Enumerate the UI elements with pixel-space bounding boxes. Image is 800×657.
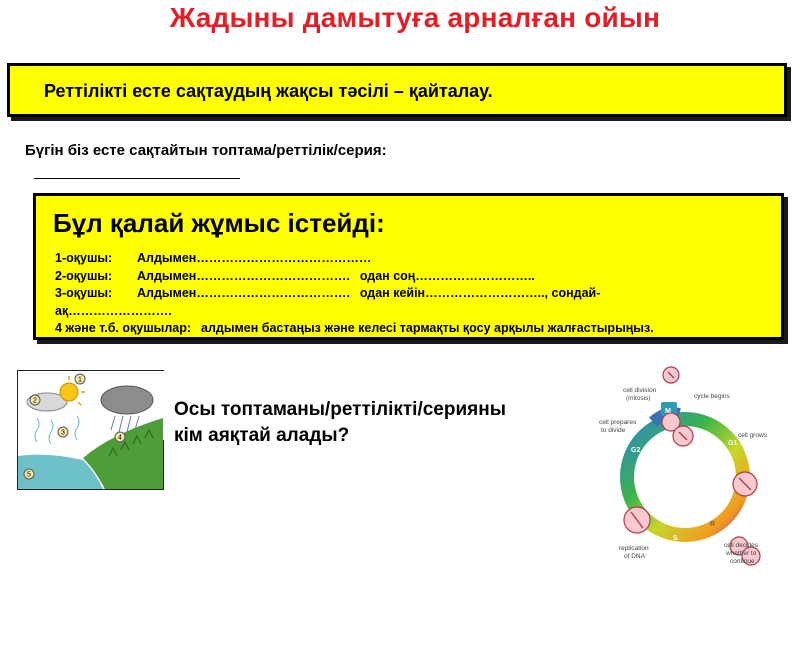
water-cycle-illustration: [17, 370, 164, 490]
phase-m: M: [665, 408, 671, 415]
step-1: [55, 250, 783, 268]
step-2: [55, 268, 783, 286]
step-label: 4 және т.б. оқушылар:: [55, 321, 192, 335]
label-to-divide: to divide: [601, 427, 626, 434]
step-3: [55, 285, 783, 303]
label-continue: continue: [730, 558, 755, 565]
phase-r: R: [710, 521, 716, 528]
step-text: ақ…………………….: [55, 303, 172, 318]
how-it-works-heading: Бұл қалай жұмыс істейді:: [53, 208, 385, 238]
how-it-works-box: [33, 193, 784, 340]
step-4: [55, 320, 783, 338]
marker-1: 1: [78, 376, 82, 384]
label-mitosis: (mitosis): [626, 395, 651, 402]
rain-cloud: [101, 386, 153, 414]
step-text: Алдымен……………………………………: [137, 251, 372, 265]
label-whether-to: whether to: [726, 550, 757, 557]
answer-blank-line: [34, 178, 240, 179]
step-label: 2-оқушы:: [55, 268, 113, 283]
phase-g1: G1: [728, 440, 738, 447]
label-cell-division: cell division: [623, 387, 657, 394]
steps-list: [55, 250, 783, 338]
question-line-2: кім аяқтай алады?: [174, 425, 350, 446]
label-cell-prepares: cell prepares: [599, 419, 637, 426]
step-text: Алдымен……………………………….: [137, 268, 350, 283]
step-tail: одан соң………………………..: [359, 268, 535, 283]
label-of-dna: of DNA: [624, 553, 645, 560]
label-cell-grows: cell grows: [738, 432, 767, 439]
step-tail: одан кейін……………………….., сондай-: [359, 286, 601, 300]
tip-text: Реттілікті есте сақтаудың жақсы тәсілі – қайталау.: [44, 81, 493, 101]
label-replication: replication: [619, 545, 649, 552]
marker-4: 4: [118, 434, 122, 442]
question-text: [174, 397, 506, 449]
phase-s: S: [673, 535, 678, 542]
question-line-1: Осы топтаманы/реттілікті/серияны: [174, 399, 506, 420]
step-3-continued: [55, 303, 783, 321]
step-text: Алдымен……………………………….: [137, 286, 350, 300]
sequence-subtitle: Бүгін біз есте сақтайтын топтама/реттілік/серия:: [25, 142, 387, 159]
cell-cycle-diagram: [593, 362, 775, 572]
step-text: алдымен бастаңыз және келесі тармақты қосу арқылы жалғастырыңыз.: [201, 321, 654, 335]
marker-3: 3: [61, 429, 65, 437]
marker-5: 5: [27, 471, 31, 479]
tip-box: [7, 63, 787, 117]
marker-2: 2: [33, 397, 37, 405]
page-title: Жадыны дамытуға арналған ойын: [169, 2, 661, 33]
label-cell-decides: cell decides: [724, 542, 758, 549]
step-label: 1-оқушы:: [55, 251, 113, 265]
label-cycle-begins: cycle begins: [694, 393, 730, 400]
sun-icon: [60, 383, 78, 401]
phase-g2: G2: [631, 447, 641, 454]
step-label: 3-оқушы:: [55, 286, 113, 300]
